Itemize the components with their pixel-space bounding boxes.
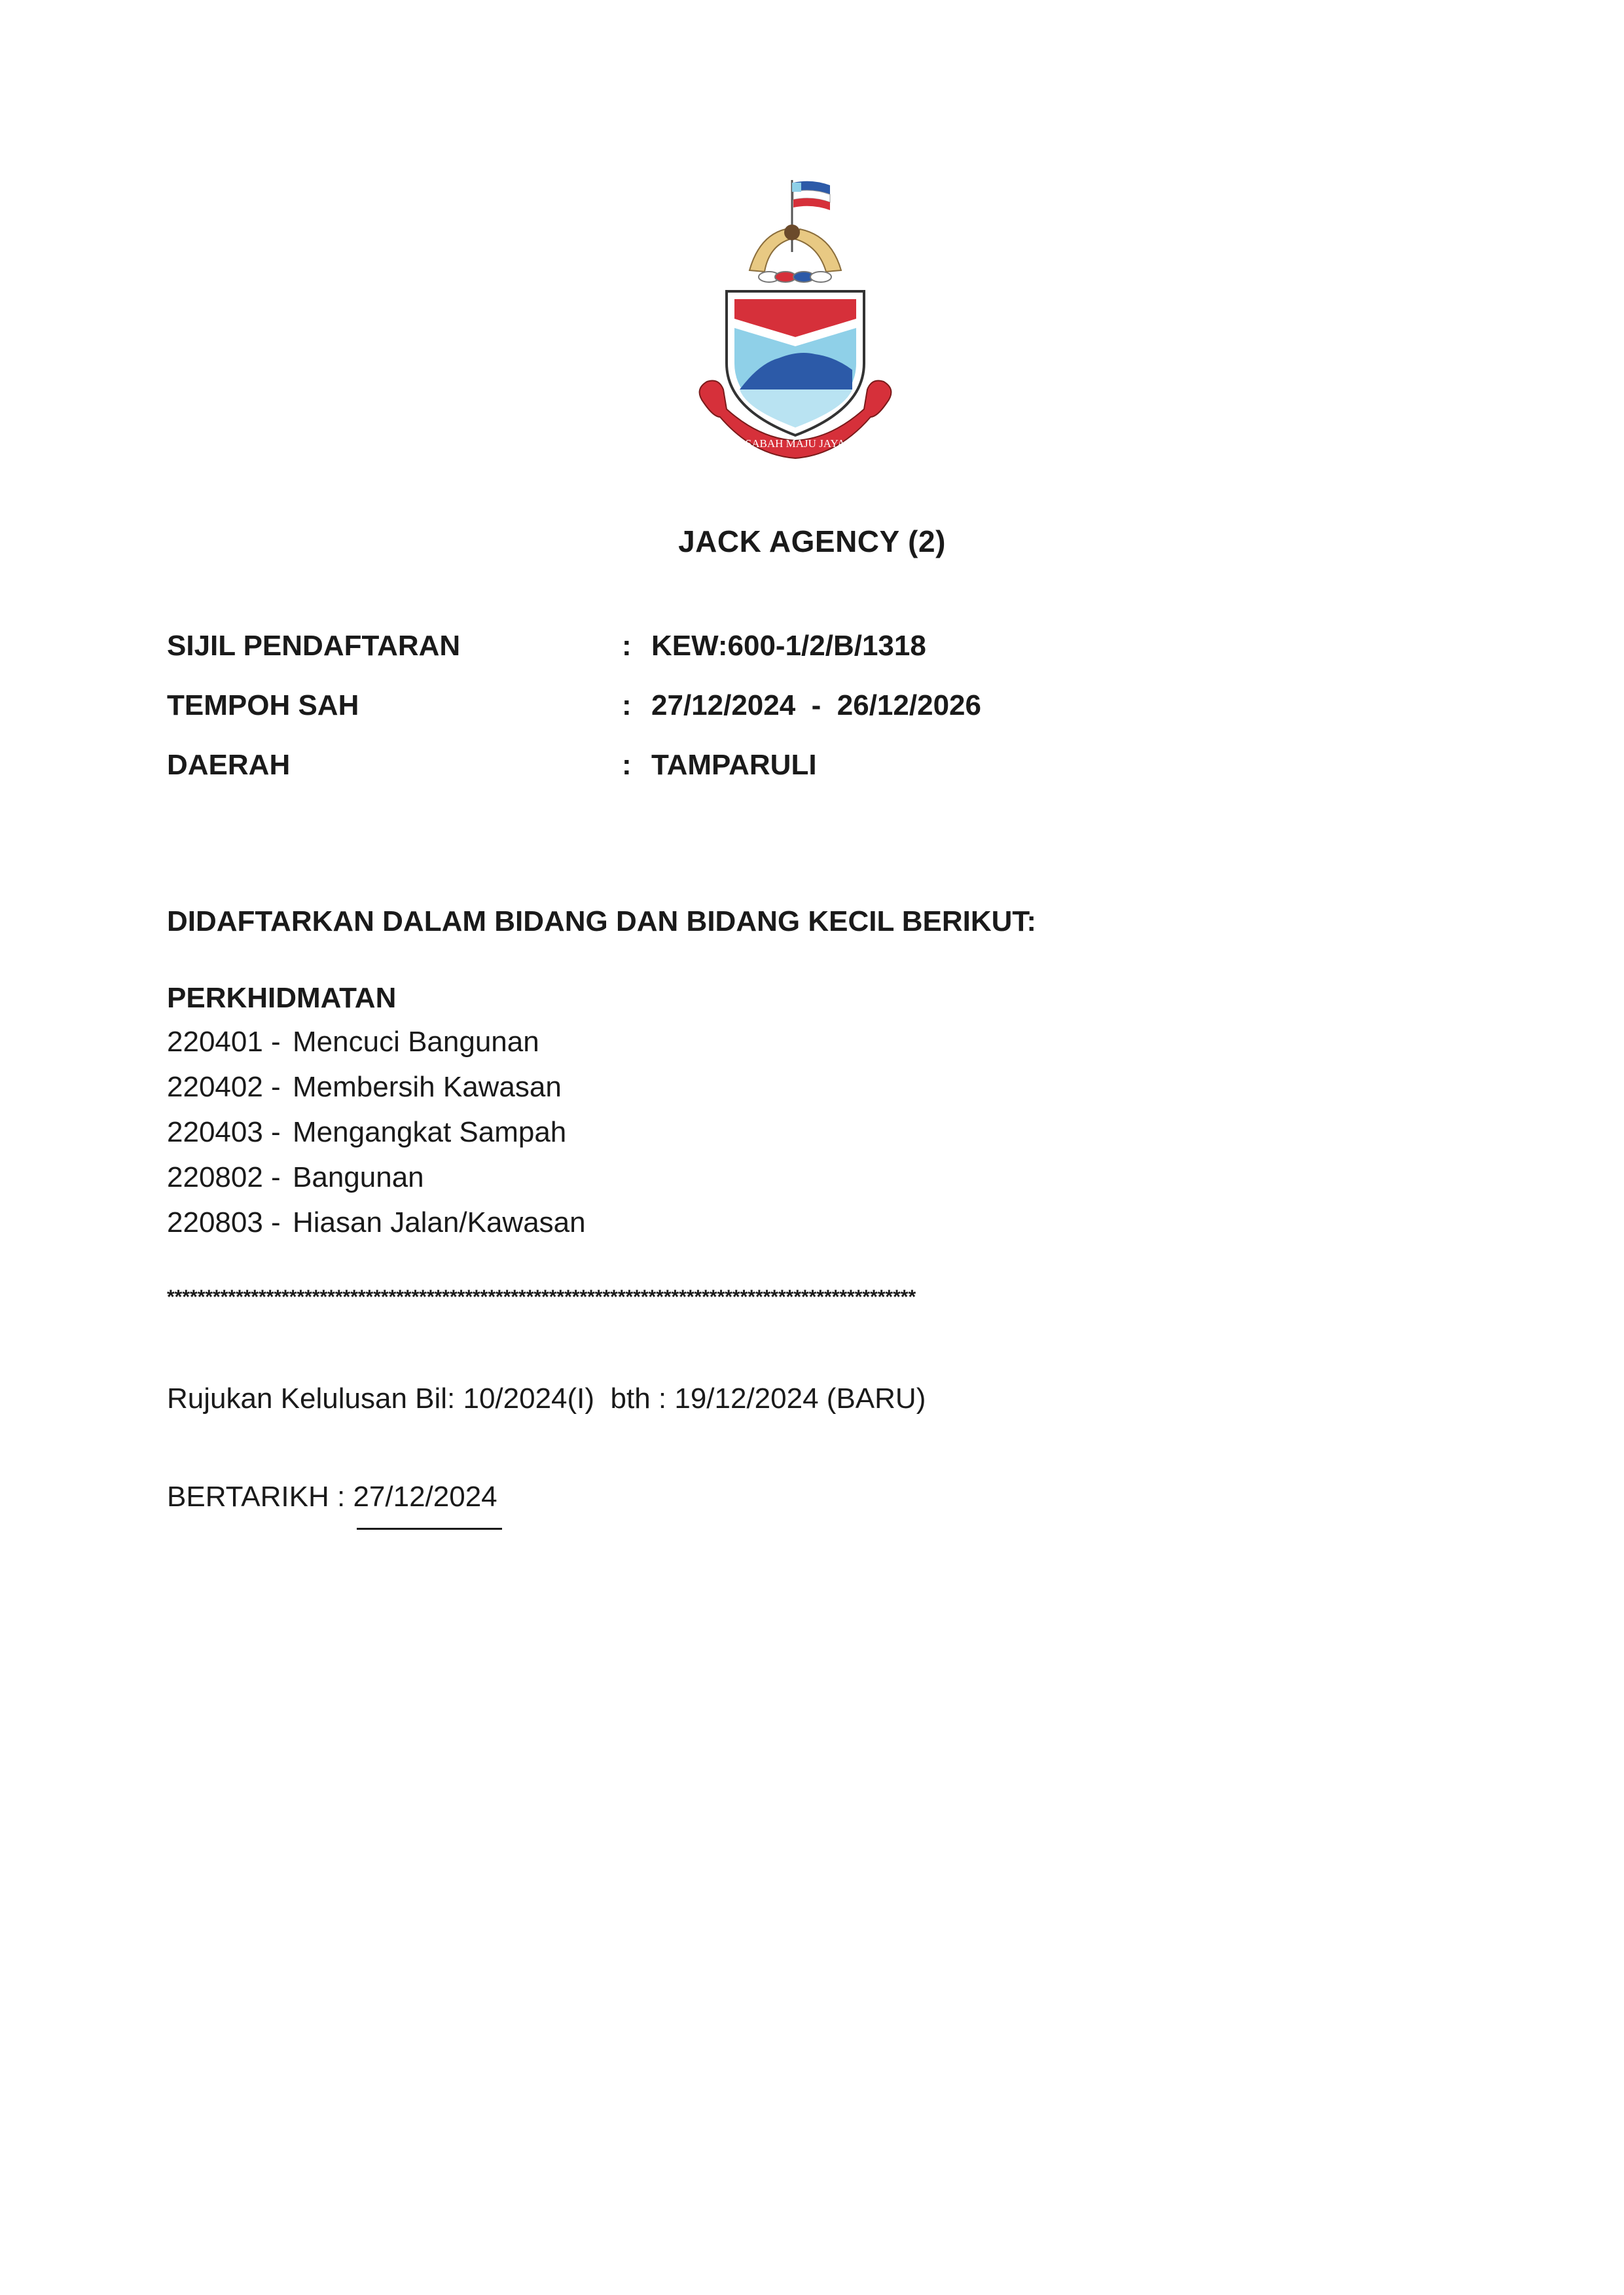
list-item <box>167 1161 424 1194</box>
document-title: JACK AGENCY (2) <box>678 524 946 558</box>
section-heading: DIDAFTARKAN DALAM BIDANG DAN BIDANG KECIL BERIKUT: <box>167 905 1037 937</box>
info-colon: : <box>622 749 632 781</box>
crest-motto: SABAH MAJU JAYA <box>745 437 846 450</box>
info-value: TAMPARULI <box>651 749 817 781</box>
info-value: 27/12/2024 - 26/12/2026 <box>651 689 981 721</box>
item-desc: Bangunan <box>293 1161 424 1193</box>
item-desc: Membersih Kawasan <box>293 1071 562 1103</box>
item-code: 220402 - <box>167 1071 281 1103</box>
dated-line <box>167 1481 497 1513</box>
date-underline <box>357 1528 502 1530</box>
item-desc: Hiasan Jalan/Kawasan <box>293 1206 586 1238</box>
item-desc: Mengangkat Sampah <box>293 1116 567 1148</box>
item-code: 220803 - <box>167 1206 281 1238</box>
list-item <box>167 1071 562 1104</box>
info-colon: : <box>622 630 632 662</box>
info-label: SIJIL PENDAFTARAN <box>167 630 461 662</box>
list-item <box>167 1206 586 1239</box>
item-code: 220403 - <box>167 1116 281 1148</box>
item-desc: Mencuci Bangunan <box>293 1026 539 1058</box>
item-code: 220802 - <box>167 1161 281 1193</box>
sabah-crest-emblem <box>687 173 903 461</box>
category-heading: PERKHIDMATAN <box>167 982 397 1014</box>
dated-value: 27/12/2024 <box>353 1481 497 1513</box>
approval-reference: Rujukan Kelulusan Bil: 10/2024(I) bth : 19/12/2024 (BARU) <box>167 1382 926 1415</box>
info-colon: : <box>622 689 632 721</box>
asterisk-divider: ************************************************************************************************** <box>167 1286 916 1308</box>
info-value: KEW:600-1/2/B/1318 <box>651 630 926 662</box>
list-item <box>167 1116 566 1149</box>
item-code: 220401 - <box>167 1026 281 1058</box>
list-item <box>167 1026 539 1058</box>
info-label: DAERAH <box>167 749 291 781</box>
info-label: TEMPOH SAH <box>167 689 359 721</box>
dated-label: BERTARIKH : <box>167 1481 353 1513</box>
